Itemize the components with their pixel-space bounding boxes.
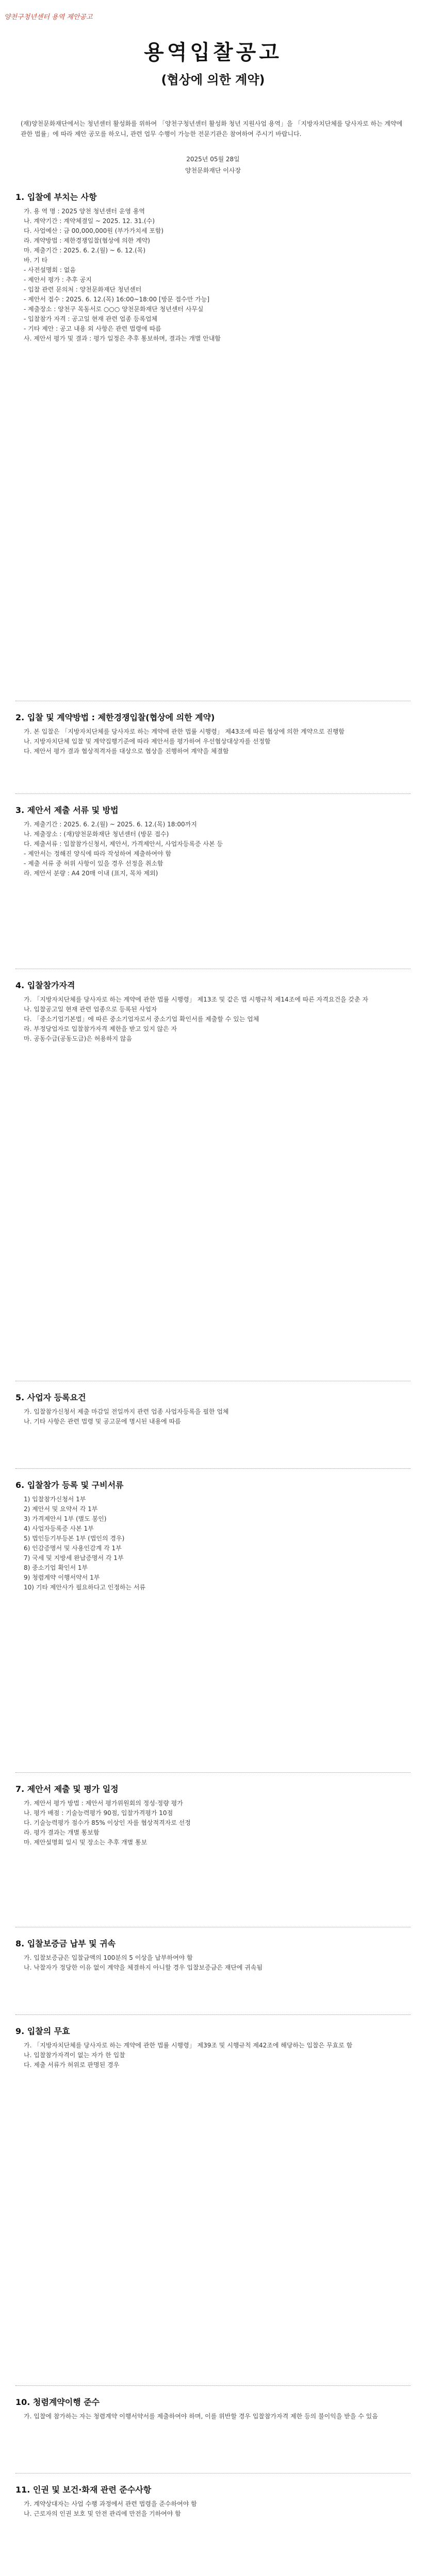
section-line: 마. 제안설명회 일시 및 장소는 추후 개별 통보	[24, 1839, 148, 1846]
section-4	[15, 979, 411, 1044]
section-line: 다. 기술능력평가 점수가 85% 이상인 자를 협상적격자로 선정	[24, 1819, 191, 1826]
section-line: 가. 입찰보증금은 입찰금액의 100분의 5 이상을 납부하여야 함	[24, 1954, 193, 1961]
section-line: 라. 계약방법 : 제한경쟁입찰(협상에 의한 계약)	[24, 237, 150, 244]
section-3	[15, 804, 411, 878]
title-block	[0, 36, 426, 88]
section-line: 10) 기타 제안사가 필요하다고 인정하는 서류	[24, 1584, 146, 1591]
section-line: 나. 계약기간 : 계약체결일 ~ 2025. 12. 31.(수)	[24, 217, 155, 225]
section-line: - 입찰 관련 문의처 : 양천문화재단 청년센터	[24, 286, 142, 293]
section-line: 마. 제출기간 : 2025. 6. 2.(월) ~ 6. 12.(목)	[24, 247, 146, 254]
section-title: 2. 입찰 및 계약방법 : 제한경쟁입찰(협상에 의한 계약)	[15, 713, 215, 722]
section-5	[15, 1391, 411, 1427]
section-line: 5) 법인등기부등본 1부 (법인의 경우)	[24, 1535, 125, 1542]
section-title: 8. 입찰보증금 납부 및 귀속	[15, 1939, 116, 1948]
section-divider	[15, 1468, 411, 1469]
section-line: - 제출 서류 중 허위 사항이 있을 경우 선정을 취소함	[24, 860, 163, 867]
section-1	[15, 191, 411, 344]
section-line: 9) 청렴계약 이행서약서 1부	[24, 1574, 100, 1581]
section-divider	[15, 2014, 411, 2015]
section-line: 2) 제안서 및 요약서 각 1부	[24, 1505, 98, 1513]
section-title: 9. 입찰의 무효	[15, 2026, 70, 2036]
section-line: 나. 근로자의 인권 보호 및 안전 관리에 만전을 기하여야 함	[24, 2510, 181, 2517]
intro-paragraph: (재)양천문화재단에서는 청년센터 활성화를 위하여 「양천구청년센터 활성화 청년 지원사업 용역」을 「지방자치단체를 당사자로 하는 계약에 관한 법률」에 따라 제안 공모를 하오니, 관련 업무 수행이 가능한 전문기관은 참여하여 주시기 바랍니다.	[21, 120, 403, 138]
section-6	[15, 1479, 411, 1592]
section-line: 4) 사업자등록증 사본 1부	[24, 1525, 94, 1532]
section-line: 3) 가격제안서 1부 (별도 봉인)	[24, 1515, 107, 1522]
section-line: 나. 평가 배점 : 기술능력평가 90점, 입찰가격평가 10점	[24, 1809, 173, 1817]
section-line: 라. 평가 결과는 개별 통보함	[24, 1829, 100, 1836]
section-line: 나. 지방자치단체 입찰 및 계약집행기준에 따라 제안서를 평가하여 우선협상대상자를 선정함	[24, 738, 271, 745]
section-line: 가. 「지방자치단체를 당사자로 하는 계약에 관한 법률 시행령」 제39조 및 시행규칙 제42조에 해당하는 입찰은 무효로 함	[24, 2042, 353, 2049]
document-subtitle: (협상에 의한 계약)	[161, 73, 265, 87]
section-title: 1. 입찰에 부치는 사항	[15, 192, 97, 202]
section-line: - 제안서 평가 : 추후 공지	[24, 276, 92, 283]
section-line: - 제안서 접수 : 2025. 6. 12.(목) 16:00~18:00 [방문 접수만 가능]	[24, 296, 210, 303]
section-title: 3. 제안서 제출 서류 및 방법	[15, 805, 119, 815]
section-line: 나. 입찰공고일 현재 관련 업종으로 등록된 사업자	[24, 1006, 157, 1013]
section-line: 가. 입찰참가신청서 제출 마감일 전일까지 관련 업종 사업자등록을 필한 업체	[24, 1408, 229, 1415]
section-10	[15, 2396, 411, 2421]
section-title: 7. 제안서 제출 및 평가 일정	[15, 1784, 119, 1794]
section-line: 다. 제출 서류가 허위로 판명된 경우	[24, 2061, 120, 2069]
section-line: 6) 인감증명서 및 사용인감계 각 1부	[24, 1545, 122, 1552]
document-title: 용역입찰공고	[144, 41, 282, 64]
section-11	[15, 2483, 411, 2519]
section-line: 다. 제출서류 : 입찰참가신청서, 제안서, 가격제안서, 사업자등록증 사본 등	[24, 840, 223, 848]
section-line: 7) 국세 및 지방세 완납증명서 각 1부	[24, 1554, 124, 1562]
section-line: 다. 사업예산 : 금 00,000,000원 (부가가치세 포함)	[24, 227, 164, 234]
header-note: 양천구청년센터 용역 제안공고	[4, 13, 93, 21]
section-line: 나. 제출장소 : (재)양천문화재단 청년센터 (방문 접수)	[24, 831, 169, 838]
section-line: 바. 기 타	[24, 257, 48, 264]
section-line: 사. 제안서 평가 및 결과 : 평가 일정은 추후 통보하며, 결과는 개별 안내함	[24, 335, 221, 342]
section-line: - 기타 제안 : 공고 내용 외 사항은 관련 법령에 따름	[24, 325, 161, 332]
section-divider	[15, 1772, 411, 1773]
section-line: 가. 제안서 평가 방법 : 제안서 평가위원회의 정성·정량 평가	[24, 1800, 183, 1807]
section-line: 가. 본 입찰은 「지방자치단체를 당사자로 하는 계약에 관한 법률 시행령」 제43조에 따른 협상에 의한 계약으로 진행함	[24, 728, 345, 735]
section-line: 나. 낙찰자가 정당한 이유 없이 계약을 체결하지 아니할 경우 입찰보증금은 재단에 귀속됨	[24, 1964, 263, 1971]
section-line: 나. 입찰참가자격이 없는 자가 한 입찰	[24, 2052, 125, 2059]
section-line: 라. 제안서 분량 : A4 20매 이내 (표지, 목차 제외)	[24, 870, 158, 877]
section-2	[15, 711, 411, 756]
section-line: 1) 입찰참가신청서 1부	[24, 1496, 86, 1503]
section-line: 가. 용 역 명 : 2025 양천 청년센터 운영 용역	[24, 208, 145, 215]
section-9	[15, 2025, 411, 2070]
section-line: 가. 입찰에 참가하는 자는 청렴계약 이행서약서를 제출하여야 하며, 이를 위반할 경우 입찰참가자격 제한 등의 불이익을 받을 수 있음	[24, 2413, 378, 2420]
section-8	[15, 1937, 411, 1973]
section-title: 11. 인권 및 보건·화재 관련 준수사항	[15, 2485, 152, 2495]
notice-issuer: 양천문화재단 이사장	[185, 167, 241, 174]
section-title: 4. 입찰참가자격	[15, 980, 75, 990]
section-line: 다. 제안서 평가 결과 협상적격자를 대상으로 협상을 진행하여 계약을 체결함	[24, 748, 229, 755]
section-7	[15, 1783, 411, 1848]
section-title: 5. 사업자 등록요건	[15, 1393, 86, 1402]
section-line: - 사전설명회 : 없음	[24, 266, 76, 274]
section-title: 10. 청렴계약이행 준수	[15, 2397, 100, 2407]
section-line: - 제출장소 : 양천구 목동서로 ○○○ 양천문화재단 청년센터 사무실	[24, 306, 204, 313]
section-line: 가. 제출기간 : 2025. 6. 2.(월) ~ 2025. 6. 12.(목) 18:00까지	[24, 821, 197, 828]
document-header	[0, 0, 426, 31]
section-line: 마. 공동수급(공동도급)은 허용하지 않음	[24, 1035, 133, 1042]
section-line: 라. 부정당업자로 입찰참가자격 제한을 받고 있지 않은 자	[24, 1025, 177, 1032]
notice-date: 2025년 05월 28일	[186, 156, 240, 163]
section-line: 가. 「지방자치단체를 당사자로 하는 계약에 관한 법률 시행령」 제13조 및 같은 법 시행규칙 제14조에 따른 자격요건을 갖춘 자	[24, 996, 369, 1003]
section-line: 8) 중소기업 확인서 1부	[24, 1564, 88, 1571]
section-line: - 입찰참가 자격 : 공고일 현재 관련 업종 등록업체	[24, 315, 158, 323]
section-divider	[15, 2385, 411, 2386]
section-line: 가. 계약상대자는 사업 수행 과정에서 관련 법령을 준수하여야 함	[24, 2500, 197, 2507]
section-divider	[15, 793, 411, 794]
section-line: 나. 기타 사항은 관련 법령 및 공고문에 명시된 내용에 따름	[24, 1418, 181, 1425]
section-line: 다. 「중소기업기본법」에 따른 중소기업자로서 중소기업 확인서를 제출할 수 있는 업체	[24, 1015, 259, 1023]
section-line: - 제안서는 정해진 양식에 따라 작성하여 제출하여야 함	[24, 850, 172, 857]
section-title: 6. 입찰참가 등록 및 구비서류	[15, 1480, 124, 1490]
